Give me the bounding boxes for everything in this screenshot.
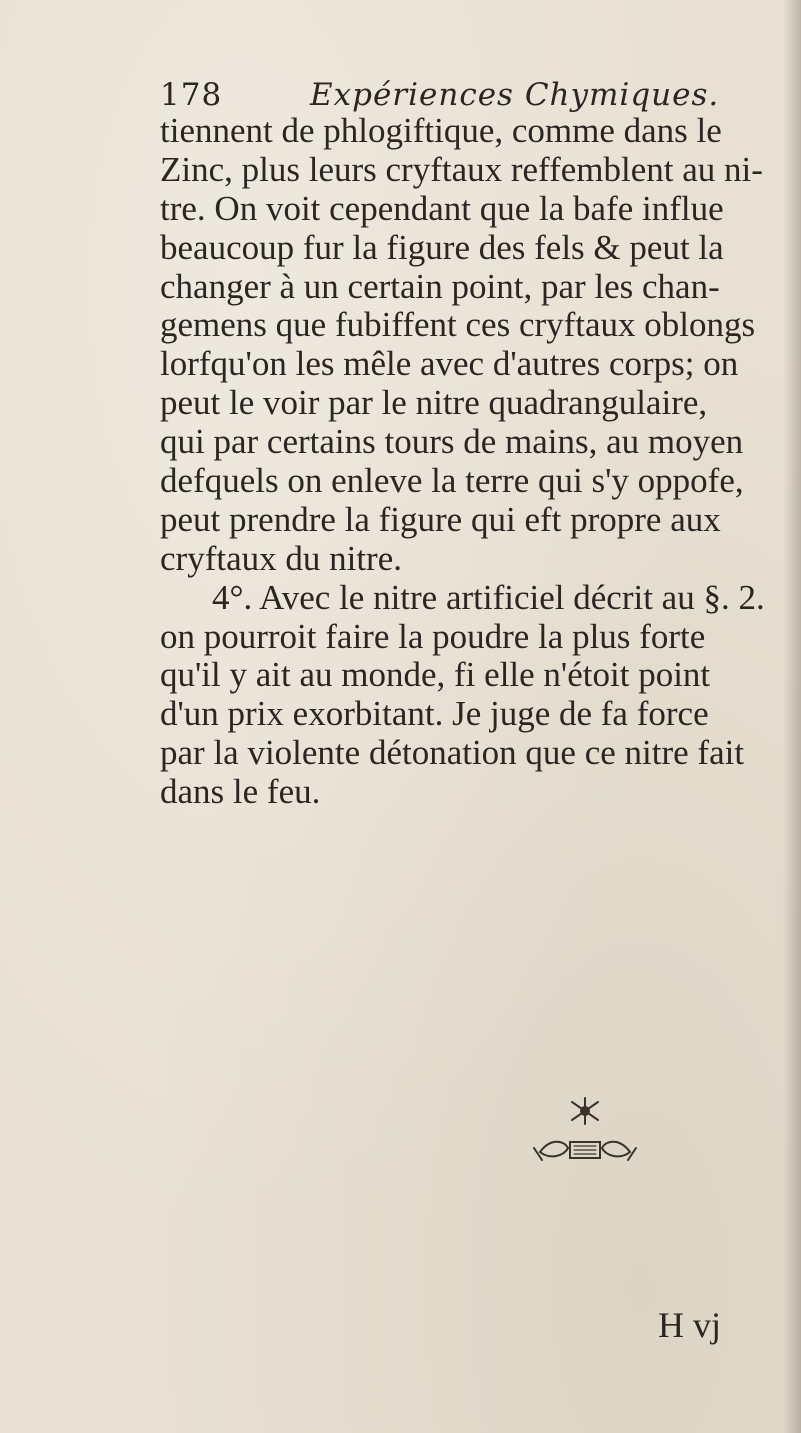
text-line: dans le feu.	[160, 772, 321, 812]
text-line: changer à un certain point, par les chan-	[160, 266, 720, 306]
text-line: par la violente détonation que ce nitre fait	[160, 733, 745, 773]
running-title: Expériences Chymiques.	[310, 77, 720, 113]
body-text	[160, 112, 800, 812]
text-line: tre. On voit cependant que la bafe influe	[160, 188, 724, 228]
text-line: on pourroit faire la poudre la plus forte	[160, 616, 706, 656]
text-line: peut prendre la figure qui eft propre aux	[160, 499, 721, 539]
paragraph-start-line: 4°. Avec le nitre artificiel décrit au §. 2.	[212, 577, 765, 617]
text-line: d'un prix exorbitant. Je juge de fa force	[160, 694, 709, 734]
text-line: defquels on enleve la terre qui s'y oppofe,	[160, 461, 744, 501]
text-line: Zinc, plus leurs cryftaux reffemblent au ni-	[160, 149, 763, 189]
text-line: cryftaux du nitre.	[160, 538, 402, 578]
text-line: peut le voir par le nitre quadrangulaire,	[160, 383, 708, 423]
page-number: 178	[160, 77, 223, 113]
text-line: qu'il y ait au monde, fi elle n'étoit point	[160, 655, 711, 695]
fleuron-ornament-icon	[520, 1088, 650, 1178]
signature-mark: H vj	[658, 1305, 721, 1345]
text-line: lorfqu'on les mêle avec d'autres corps; on	[160, 344, 739, 384]
text-line: gemens que fubiffent ces cryftaux oblongs	[160, 305, 756, 345]
text-line: beaucoup fur la figure des fels & peut la	[160, 227, 724, 267]
text-line: qui par certains tours de mains, au moyen	[160, 422, 744, 462]
text-line: tiennent de phlogiftique, comme dans le	[160, 112, 722, 150]
